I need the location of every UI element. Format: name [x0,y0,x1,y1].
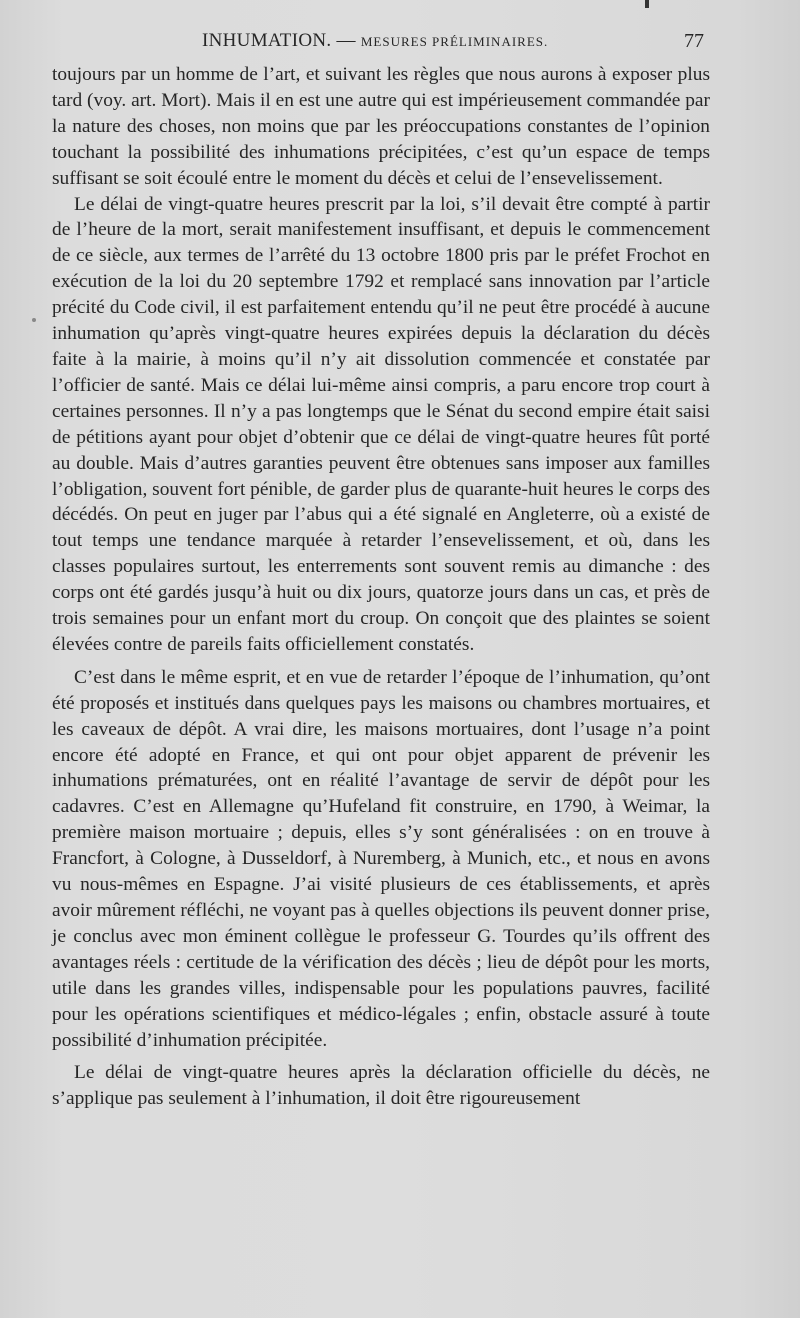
paragraph: Le délai de vingt-quatre heures prescrit par la loi, s’il devait être compté à partir de l’heure de la mort, serait manifestement insuffisant, et depuis le commencement de ce siècle, aux termes de l’arrêté du 13 octobre 1800 pris par le préfet Frochot en exécution de la loi du 20 septembre 1792 et remplacé sans innovation par l’article précité du Code civil, il est parfaitement entendu qu’il ne peut être procédé à aucune inhumation qu’après vingt-quatre heures expirées depuis la déclaration du décès faite à la mairie, à moins qu’il n’y ait dissolution commencée et constatée par l’officier de santé. Mais ce délai lui-même ainsi compris, a paru encore trop court à certaines personnes. Il n’y a pas longtemps que le Sénat du second empire était saisi de pétitions ayant pour objet d’obtenir que ce délai de vingt-quatre heures fût porté au double. Mais d’autres garanties peuvent être obtenues sans imposer aux familles l’obligation, souvent fort pénible, de garder plus de quarante-huit heures le corps des décédés. On peut en juger par l’abus qui a été signalé en Angleterre, où a existé de tout temps une tendance marquée à retarder l’ensevelissement, et où, dans les classes populaires surtout, les enterrements sont souvent remis au dimanche : des corps ont été gardés jusqu’à huit ou dix jours, quatorze jours dans un cas, et près de trois semaines pour un enfant mort du croup. On conçoit que des plaintes se soient élevées contre de pareils faits officiellement constatés. [52,193,711,655]
running-title-separator: — [331,30,361,51]
page-number: 77 [684,30,704,52]
paragraph: C’est dans le même esprit, et en vue de retarder l’époque de l’inhumation, qu’ont été proposés et institués dans quelques pays les maisons ou chambres mortuaires, et les caveaux de dépôt. A vrai dire, les maisons mortuaires, dont l’usage n’a point encore été adopté en France, et qui ont pour objet apparent de prévenir les inhumations prématurées, ont en réalité l’avantage de servir de dépôt pour les cadavres. C’est en Allemagne qu’Hufeland fit construire, en 1790, à Weimar, la première maison mortuaire ; depuis, elles s’y sont généralisées : on en trouve à Francfort, à Cologne, à Dusseldorf, à Nuremberg, à Munich, etc., et nous en avons vu nous-mêmes en Espagne. J’ai visité plusieurs de ces établissements, et après avoir mûrement réfléchi, ne voyant pas à quelles objections ils peuvent donner prise, je conclus avec mon éminent collègue le professeur G. Tourdes qu’ils offrent des avantages réels : certitude de la vérification des décès ; lieu de dépôt pour les morts, utile dans les grandes villes, indispensable pour les populations pauvres, facilité pour les opérations scientifiques et médico-légales ; enfin, obstacle assuré à toute possibilité d’inhumation précipitée. [52,666,710,1051]
running-title-sub: MESURES PRÉLIMINAIRES. [360,34,549,49]
running-title-main: INHUMATION. [202,30,332,51]
running-title [202,30,548,52]
margin-speck [32,318,36,322]
paragraph: Le délai de vingt-quatre heures après la déclaration officielle du décès, ne s’applique pas seulement à l’inhumation, il doit être rigoureusement [52,1062,710,1110]
paragraph: toujours par un homme de l’art, et suivant les règles que nous aurons à exposer plus tard (voy. art. Mort). Mais il en est une autre qui est impérieusement commandée par la nature des choses, non moins que par les préoccupations constantes de l’opinion touchant la possibilité des inhumations précipitées, c’est qu’un espace de temps suffisant se soit écoulé entre le moment du décès et celui de l’ensevelissement. [52,64,710,189]
paragraph-gap [52,658,710,665]
body-text [52,62,710,1112]
running-head [52,30,712,58]
paragraph-gap [52,1053,710,1060]
print-mark [645,0,649,8]
